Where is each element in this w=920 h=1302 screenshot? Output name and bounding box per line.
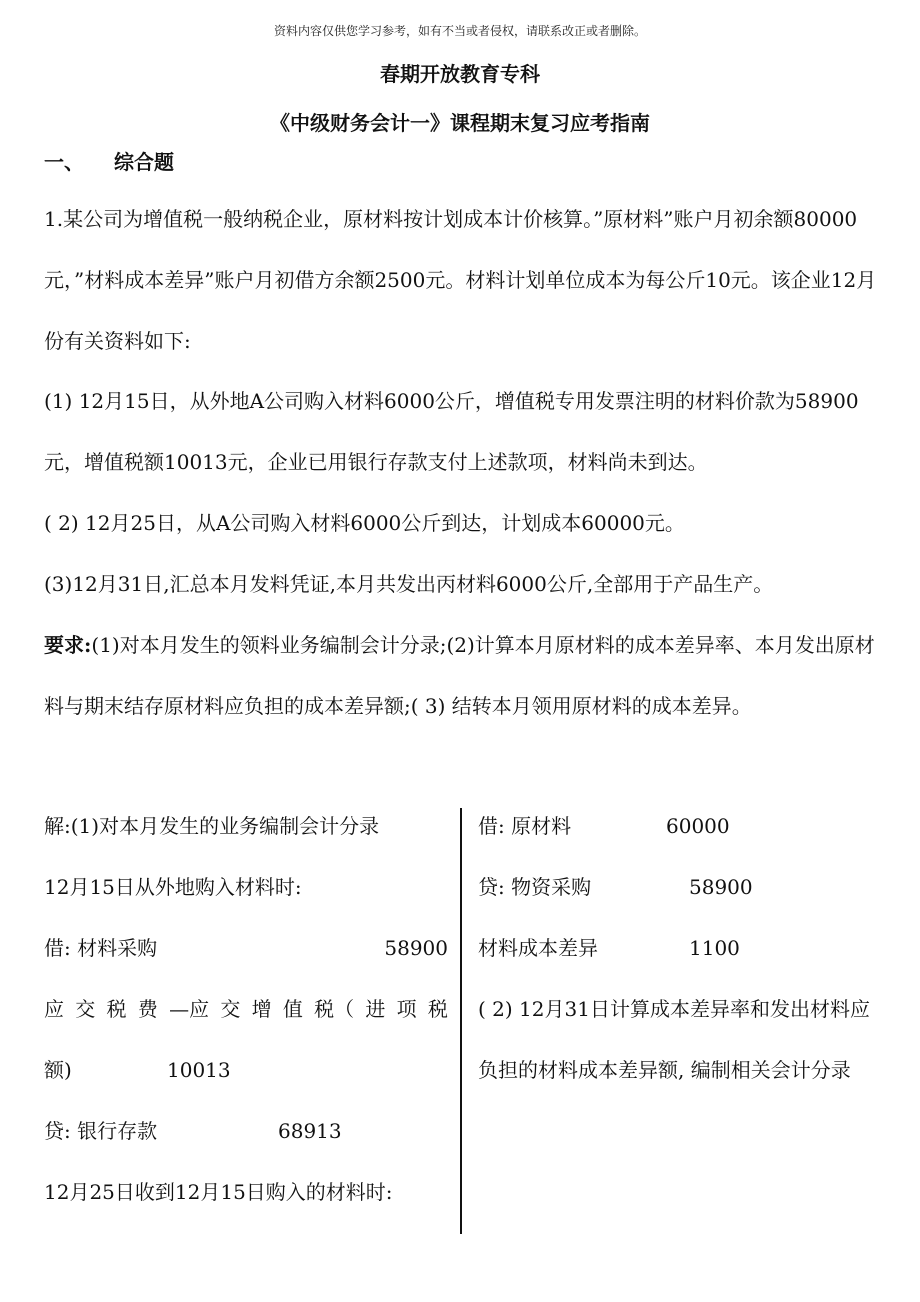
question-item-3: (3)12月31日,汇总本月发料凭证,本月共发出丙材料6000公斤,全部用于产品生产。	[44, 572, 774, 596]
vat-label-line1: 应 交 税 费 —应 交 增 值 税（ 进 项 税	[44, 997, 448, 1021]
debit-amount: 58900	[384, 936, 448, 960]
debit-label: 借: 原材料	[478, 814, 572, 838]
requirement-text: (1)对本月发生的领料业务编制会计分录;(2)计算本月原材料的成本差异率、本月发出原材料与期末结存原材料应负担的成本差异额;( 3) 结转本月领用原材料的成本差异。	[44, 633, 875, 718]
document-title: 春期开放教育专科	[380, 62, 540, 86]
question-requirement	[44, 615, 884, 737]
section-heading	[44, 146, 174, 175]
header-notice: 资料内容仅供您学习参考，如有不当或者侵权，请联系改正或者删除。	[273, 24, 646, 38]
step2-text: ( 2) 12月31日计算成本差异率和发出材料应负担的材料成本差异额, 编制相关会计分录	[478, 997, 870, 1082]
section-number: 一、	[44, 150, 84, 174]
question-intro: 1.某公司为增值税一般纳税企业，原材料按计划成本计价核算。”原材料”账户月初余额80000元，”材料成本差异”账户月初借方余额2500元。材料计划单位成本为每公斤10元。该企业12月份有关资料如下:	[44, 207, 877, 353]
debit-label: 借: 材料采购	[44, 936, 158, 960]
solution-left-column	[44, 796, 448, 1223]
variance-amount: 1100	[689, 936, 740, 960]
credit-amount: 58900	[689, 875, 753, 899]
journal-material-cost-variance	[478, 918, 888, 979]
journal-credit-material-procurement	[478, 857, 888, 918]
section-title: 综合题	[114, 150, 174, 174]
solution-right-column	[478, 796, 888, 1101]
credit-label: 贷: 银行存款	[44, 1119, 158, 1143]
question-item-2: ( 2) 12月25日，从A公司购入材料6000公斤到达，计划成本60000元。	[44, 511, 685, 535]
journal-debit-vat	[44, 979, 448, 1101]
vat-amount: 10013	[167, 1058, 231, 1082]
question-item-1: (1) 12月15日，从外地A公司购入材料6000公斤，增值税专用发票注明的材料价款为58900元，增值税额10013元，企业已用银行存款支付上述款项，材料尚未到达。	[44, 389, 859, 474]
solution-heading: 解:(1)对本月发生的业务编制会计分录	[44, 814, 380, 838]
debit-amount: 60000	[666, 814, 730, 838]
credit-label: 贷: 物资采购	[478, 875, 592, 899]
journal-debit-material-purchase	[44, 918, 448, 979]
column-divider	[460, 808, 462, 1234]
journal-debit-raw-material	[478, 796, 888, 857]
variance-label: 材料成本差异	[478, 936, 598, 960]
receive-line: 12月25日收到12月15日购入的材料时:	[44, 1180, 393, 1204]
purchase-line: 12月15日从外地购入材料时:	[44, 875, 302, 899]
journal-credit-bank-deposit	[44, 1101, 448, 1162]
vat-label-line2: 额) 10013	[44, 1040, 448, 1101]
document-subtitle: 《中级财务会计一》课程期末复习应考指南	[270, 111, 650, 135]
credit-amount: 68913	[278, 1119, 342, 1143]
requirement-label: 要求:	[44, 633, 92, 657]
